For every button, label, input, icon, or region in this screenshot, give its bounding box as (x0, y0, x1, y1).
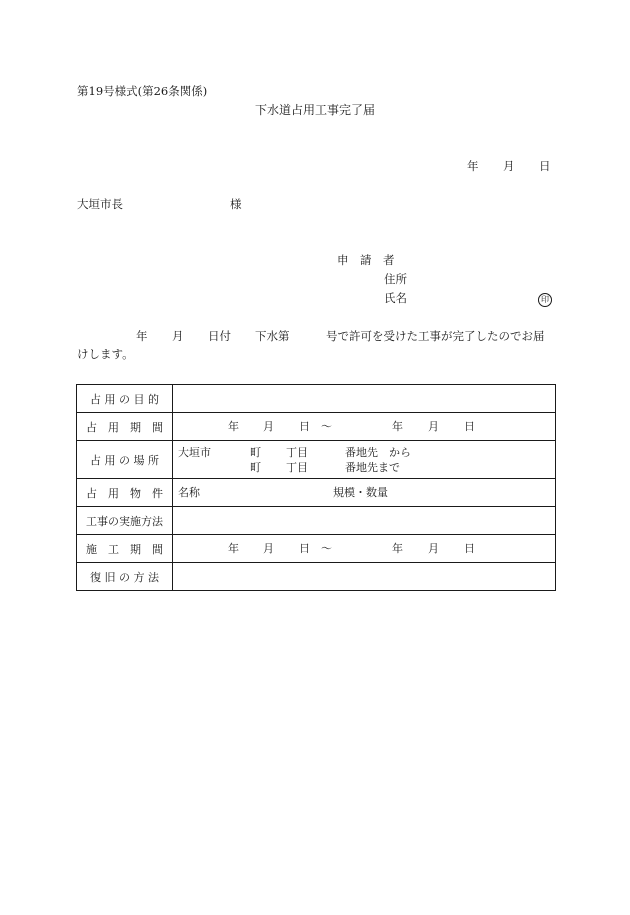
construction-period-label: 施 工 期 間 (77, 535, 173, 563)
purpose-label: 占 用 の 目 的 (77, 385, 173, 413)
date-day: 日 (539, 159, 551, 173)
permit-month: 月 (172, 329, 184, 343)
table-row (77, 563, 556, 591)
period-tilde: 〜 (321, 542, 332, 555)
permit-number-prefix: 下水第 (255, 329, 290, 343)
address-label: 住所 (384, 272, 407, 286)
end-day: 日 (464, 420, 475, 433)
occupied-item-value[interactable] (173, 479, 556, 507)
start-month: 月 (263, 542, 274, 555)
body-line2: けします。 (77, 347, 134, 361)
start-year: 年 (228, 420, 239, 433)
chome-from: 丁目 (286, 446, 308, 459)
end-day: 日 (464, 542, 475, 555)
purpose-value[interactable] (173, 385, 556, 413)
applicant-label: 申 請 者 (337, 253, 395, 267)
occupancy-period-value[interactable] (173, 413, 556, 441)
end-year: 年 (392, 420, 403, 433)
town-from: 町 (250, 446, 261, 459)
occupancy-period-label: 占 用 期 間 (77, 413, 173, 441)
date-month: 月 (503, 159, 515, 173)
table-row (77, 479, 556, 507)
town-to: 町 (250, 461, 261, 474)
banchi-from: 番地先 から (345, 446, 411, 459)
name-label: 氏名 (384, 291, 407, 305)
addressee-honorific: 様 (230, 197, 242, 211)
start-day: 日 (299, 542, 310, 555)
end-month: 月 (428, 542, 439, 555)
start-month: 月 (263, 420, 274, 433)
construction-method-value[interactable] (173, 507, 556, 535)
seal-icon: 印 (538, 293, 552, 307)
date-year: 年 (467, 159, 479, 173)
permit-year: 年 (136, 329, 148, 343)
addressee-name: 大垣市長 (77, 197, 123, 211)
end-month: 月 (428, 420, 439, 433)
end-year: 年 (392, 542, 403, 555)
restoration-method-label: 復 旧 の 方 法 (77, 563, 173, 591)
construction-period-value[interactable] (173, 535, 556, 563)
item-scale-label: 規模・数量 (333, 486, 388, 499)
location-label: 占 用 の 場 所 (77, 441, 173, 479)
start-day: 日 (299, 420, 310, 433)
occupied-item-label: 占 用 物 件 (77, 479, 173, 507)
table-row (77, 441, 556, 479)
restoration-method-value[interactable] (173, 563, 556, 591)
city-name: 大垣市 (178, 446, 211, 459)
location-value[interactable] (173, 441, 556, 479)
chome-to: 丁目 (286, 461, 308, 474)
item-name-label: 名称 (178, 486, 200, 499)
banchi-to: 番地先まで (345, 461, 400, 474)
form-title: 下水道占用工事完了届 (255, 103, 376, 117)
table-row (77, 413, 556, 441)
table-row (77, 535, 556, 563)
occupancy-table (76, 384, 556, 591)
table-row (77, 385, 556, 413)
permit-day: 日付 (208, 329, 231, 343)
construction-method-label: 工事の実施方法 (77, 507, 173, 535)
table-row (77, 507, 556, 535)
form-number: 第19号様式(第26条関係) (77, 84, 208, 98)
period-tilde: 〜 (321, 420, 332, 433)
start-year: 年 (228, 542, 239, 555)
body-line1: 号で許可を受けた工事が完了したのでお届 (326, 329, 545, 343)
